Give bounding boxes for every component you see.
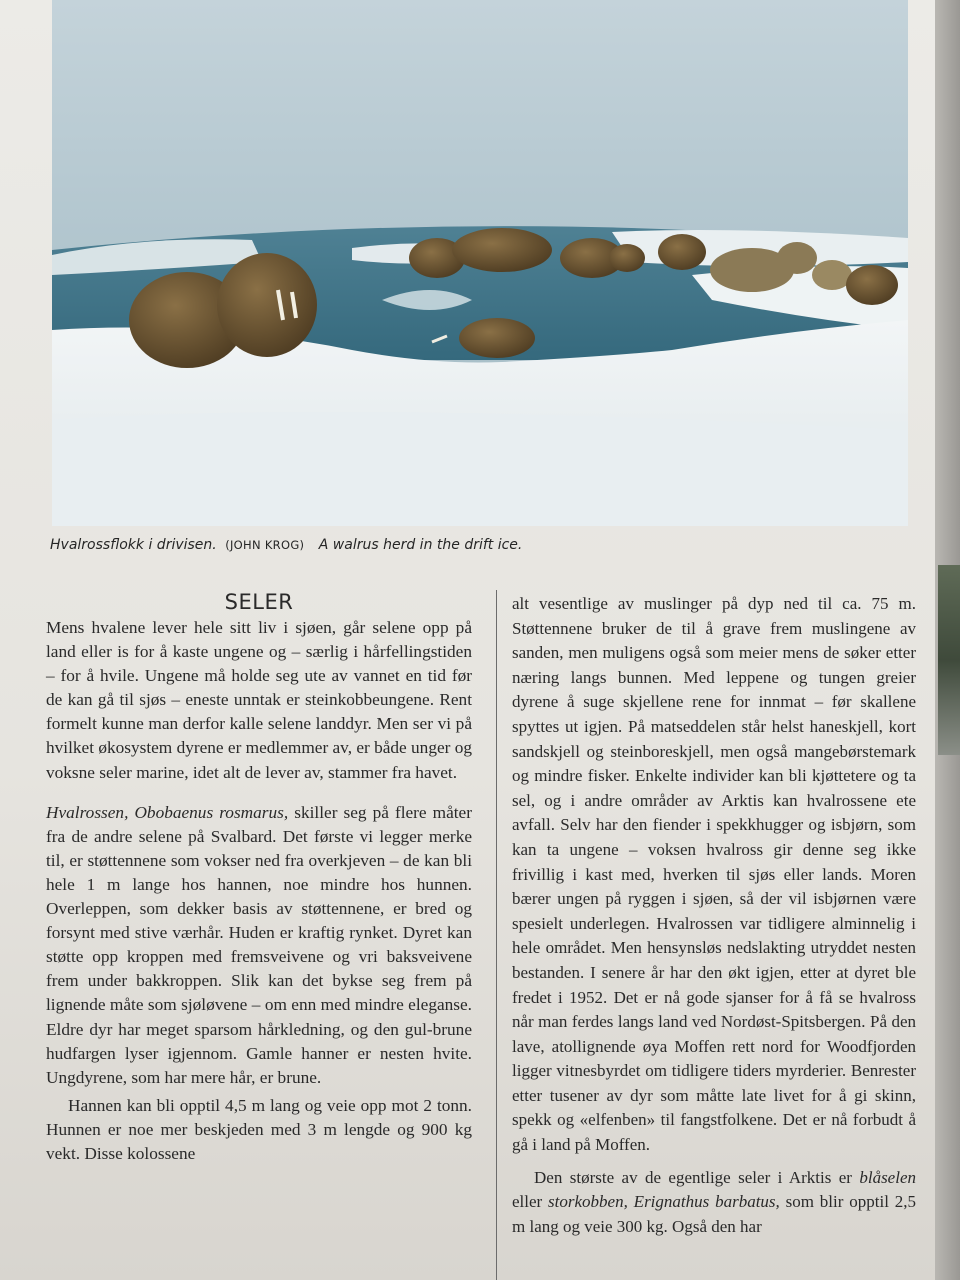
adjacent-page-photo (938, 565, 960, 755)
bearded-seal-text-c: som blir opptil 2,5 m lang og veie 300 kg. Også den har (512, 1192, 917, 1236)
walrus-herd-illustration (52, 0, 908, 526)
species-name: Hvalrossen, Obobaenus rosmarus, (46, 802, 289, 822)
paragraph-walrus-text: skiller seg på flere måter fra de andre selene på Svalbard. Det første vi legger merke til, er støttennene som vokser ned fra overkjeven – de kan bli hele 1 m lange hos hannen, noe mindre hos hunnen. Overleppen, som dekker basis av støttennene, er bred og forsynt med stive værhår. Huden er kraftig rynket. Dyret kan støtte opp kroppen med fremsveivene og vri baksveivene frem under bakkroppen. Slik kan det bykse seg frem på lignende måte som sjøløvene – om enn med mindre eleganse. Eldre dyr har meget sparsom hårkledning, og den gul-brune hudfargen lyser igjennom. Gamle hanner er nesten hvite. Ungdyrene, som har mere hår, er brune. (46, 802, 472, 1087)
bearded-seal-name-b: storkobben, Erignathus barbatus, (548, 1192, 780, 1212)
bearded-seal-text-a: Den største av de egentlige seler i Arktis er (534, 1167, 860, 1187)
caption-norwegian: Hvalrossflokk i drivisen. (50, 537, 217, 553)
left-column (46, 588, 472, 1166)
paragraph-bearded-seal (512, 1166, 916, 1240)
section-heading: SELER (224, 590, 294, 614)
walrus-herd-photo (52, 0, 908, 526)
photo-caption (50, 537, 920, 553)
column-divider (496, 590, 497, 1280)
paragraph-walrus (46, 801, 472, 1090)
paragraph-size: Hannen kan bli opptil 4,5 m lang og veie opp mot 2 tonn. Hunnen er noe mer beskjeden med 3 m lengde og 900 kg vekt. Disse kolossene (46, 1095, 472, 1163)
right-column (512, 592, 916, 1239)
caption-english: A walrus herd in the drift ice. (318, 537, 523, 553)
paragraph-diet: alt vesentlige av muslinger på dyp ned til ca. 75 m. Støttennene bruker de til å grave frem muslingene av sanden, men muligens også som meier mens de søker etter næring langs bunnen. Med leppene og tungen greier dyrene å suge skjellene rene for innmat – før skallene spyttes ut igjen. På matseddelen står helst haneskjell, kort sandskjell og steinboreskjell, men også mangebørstemark og mindre fisker. Enkelte individer kan bli kjøttetere og ta sel, og i andre områder av Arktis kan hvalrossene ete avfall. Selv har den fiender i spekkhugger og isbjørn, som kan ta ungene – voksen hvalross gir denne seg ikke frivillig i kast med, hverken til sjøs eller lands. Moren bærer ungen på ryggen i sjøen, så der vil isbjørnen være spesielt underlegen. Hvalrossen var tidligere alminnelig i hele området. Men hensynsløs nedslakting utryddet nesten bestanden. I senere år har den økt igjen, etter at dyret ble fredet i 1952. Det er nå gode sjanser for å få se hvalross når man ferdes langs land ved Nordøst-Spitsbergen. På den lave, atollignende øya Moffen rett nord for Woodfjorden ligger vitnesbyrdet om tidligere tiders myrderier. Benrester etter tusener av dyr som måtte late livet for å gi skinn, spekk og «elfenben» til fangstfolkene. Det er nå forbudt å gå i land på Moffen. (512, 594, 916, 1155)
bearded-seal-name-a: blåselen (859, 1167, 916, 1187)
caption-credit: (JOHN KROG) (225, 538, 305, 552)
bearded-seal-text-b: eller (512, 1192, 549, 1212)
paragraph-intro: Mens hvalene lever hele sitt liv i sjøen, går selene opp på land eller is for å kaste ungene og – særlig i hårfellingstiden – for å hvile. Ungene må holde seg ute av vannet en tid før de kan gå til sjøs – eneste unntak er steinkobbeungene. Rent formelt kunne man derfor kalle selene landdyr. Men ser vi på hvilket økosystem dyrene er medlemmer av, er både unger og voksne seler marine, idet alt de lever av, stammer fra havet. (46, 618, 472, 782)
